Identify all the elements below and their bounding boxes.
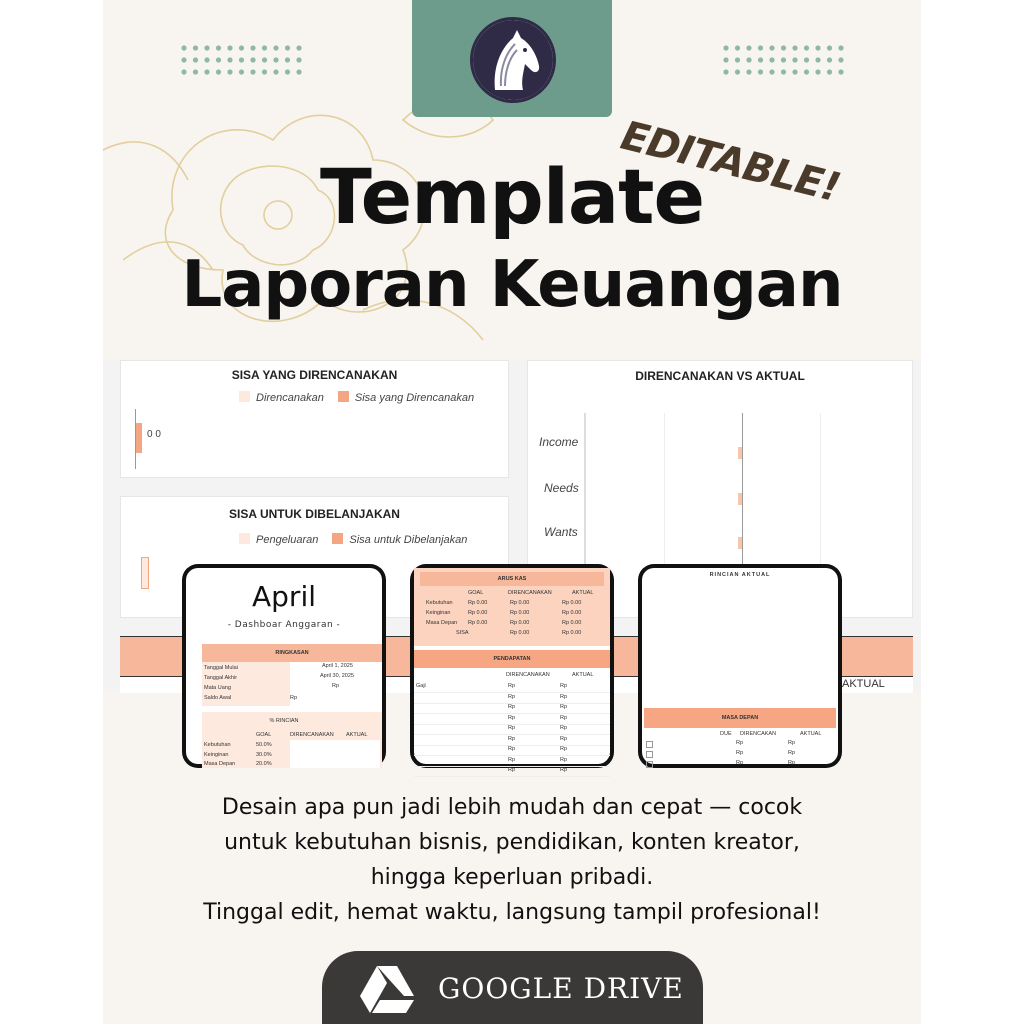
- title-line-1: Template: [319, 152, 705, 241]
- detail-label: Masa Depan: [204, 761, 236, 767]
- horse-head-logo-icon: [470, 17, 556, 103]
- title-line-2: Laporan Keuangan: [181, 248, 843, 322]
- cash-cell: Rp 0.00: [562, 620, 582, 626]
- cashflow-header: ARUS KAS: [420, 572, 604, 586]
- cash-cell: Kebutuhan: [426, 600, 453, 606]
- dashboard-subheading: - Dashboar Anggaran -: [227, 620, 341, 630]
- axis-label: Needs: [544, 481, 579, 495]
- dot-grid-right: [722, 44, 846, 76]
- cash-cell: Rp 0.00: [562, 630, 582, 636]
- income-cell: Rp: [560, 756, 568, 763]
- google-drive-label: GOOGLE DRIVE: [438, 972, 684, 1005]
- income-cell: Rp: [560, 693, 568, 700]
- phone-screen: [414, 568, 610, 773]
- cash-cell: Masa Depan: [426, 620, 458, 626]
- summary-header: RINGKASAN: [202, 644, 382, 662]
- income-cell: Rp: [508, 704, 516, 710]
- axis-label: Wants: [544, 525, 578, 539]
- chart-legend: [239, 391, 474, 404]
- cash-cell: Rp 0.00: [510, 620, 530, 626]
- income-cell: Rp: [560, 683, 568, 689]
- future-cell: Rp: [736, 750, 744, 756]
- income-cell: Rp: [560, 735, 568, 742]
- income-col: AKTUAL: [572, 672, 594, 678]
- income-col: DIRENCANAKAN: [506, 672, 550, 678]
- summary-value: April 30, 2025: [320, 673, 354, 679]
- aktual-label: AKTUAL: [842, 678, 885, 690]
- phone-screen: [186, 568, 382, 767]
- future-cell: Rp: [788, 760, 796, 766]
- phone-cashflow: [410, 564, 614, 773]
- future-cell: Rp: [736, 740, 744, 746]
- summary-label: Tanggal Mulai: [204, 665, 238, 671]
- income-header: PENDAPATAN: [414, 650, 610, 668]
- description-line: hingga keperluan pribadi.: [370, 865, 654, 890]
- income-cell: Rp: [508, 725, 516, 731]
- chart-bar: [141, 557, 149, 589]
- cash-cell: Rp 0.00: [510, 600, 530, 606]
- detail-goal: 20.0%: [256, 761, 272, 767]
- legend-item: Sisa yang Direncanakan: [338, 391, 474, 404]
- description-line: Tinggal edit, hemat waktu, langsung tampil profesional!: [203, 900, 821, 925]
- detail-goal: 50.0%: [256, 742, 272, 748]
- legend-item: Sisa untuk Dibelanjakan: [332, 533, 467, 546]
- card-title: SISA YANG DIRENCANAKAN: [231, 368, 398, 382]
- description-line: Desain apa pun jadi lebih mudah dan cepat — cocok: [221, 795, 803, 820]
- cash-cell: Rp 0.00: [468, 610, 488, 616]
- row-divider: [414, 776, 610, 777]
- future-cell: Rp: [788, 740, 796, 746]
- summary-label: Saldo Awal: [204, 695, 232, 701]
- cash-cell: Rp 0.00: [510, 630, 530, 636]
- income-cell: Rp: [508, 693, 516, 700]
- month-heading: April: [252, 580, 316, 613]
- detail-label: Kebutuhan: [204, 742, 231, 748]
- cash-cell: SISA: [456, 630, 469, 636]
- chart-bar: [738, 537, 742, 549]
- future-col: DIRENCAKAN: [740, 731, 777, 737]
- detail-goal: 30.0%: [256, 752, 272, 758]
- checkbox[interactable]: [646, 761, 653, 768]
- chart-bar: [738, 493, 742, 505]
- summary-value: Rp: [332, 683, 340, 689]
- summary-label: Mata Uang: [204, 685, 231, 691]
- income-cell: Rp: [560, 714, 568, 721]
- checkbox[interactable]: [646, 751, 653, 758]
- future-cell: Rp: [736, 760, 744, 766]
- income-cell: Rp: [508, 746, 516, 752]
- detail-col: AKTUAL: [346, 732, 368, 738]
- detail-label: Keinginan: [204, 752, 229, 758]
- cash-cell: Rp 0.00: [510, 610, 530, 616]
- chart-bar: [738, 447, 742, 459]
- summary-value: Rp: [290, 695, 298, 701]
- income-cell: Rp: [560, 704, 568, 710]
- income-first-row: Gaji: [416, 683, 426, 689]
- detail-cells: [290, 740, 380, 768]
- income-cell: Rp: [508, 683, 516, 689]
- detail-title: % RINCIAN: [269, 718, 299, 724]
- description: [103, 790, 921, 930]
- income-cell: Rp: [560, 725, 568, 731]
- income-cell: Rp: [560, 746, 568, 752]
- income-cell: Rp: [508, 756, 516, 763]
- future-col: DUE: [720, 731, 732, 737]
- cash-col: DIRENCANAKAN: [508, 590, 552, 596]
- rincian-title: RINCIAN AKTUAL: [709, 572, 771, 578]
- income-cell: Rp: [508, 735, 516, 742]
- cash-cell: Rp 0.00: [468, 620, 488, 626]
- cash-cell: Rp 0.00: [468, 600, 488, 606]
- detail-col: DIRENCANAKAN: [290, 732, 334, 738]
- dot-grid-left: [180, 44, 304, 76]
- cash-col: GOAL: [468, 590, 484, 596]
- cash-cell: Keinginan: [426, 610, 451, 616]
- phone-screen: [642, 568, 838, 764]
- future-header: MASA DEPAN: [644, 708, 836, 728]
- chart-legend: [239, 533, 467, 546]
- summary-value: April 1, 2025: [322, 663, 353, 669]
- income-cell: Rp: [508, 767, 516, 773]
- future-col: AKTUAL: [800, 731, 822, 737]
- description-line: untuk kebutuhan bisnis, pendidikan, konten kreator,: [224, 830, 800, 855]
- card-title: DIRENCANAKAN VS AKTUAL: [635, 369, 805, 383]
- data-label: 0 0: [147, 429, 161, 440]
- cash-cell: Rp 0.00: [562, 600, 582, 606]
- legend-item: Direncanakan: [239, 391, 324, 404]
- phone-dashboard: [182, 564, 386, 768]
- cash-col: AKTUAL: [572, 590, 594, 596]
- future-cell: Rp: [788, 750, 796, 756]
- legend-item: Pengeluaran: [239, 533, 318, 546]
- google-drive-icon: [358, 964, 416, 1016]
- phone-rincian-aktual: [638, 564, 842, 768]
- income-cell: Rp: [560, 767, 568, 773]
- summary-label: Tanggal Akhir: [204, 675, 238, 681]
- detail-col: GOAL: [256, 732, 272, 738]
- income-cell: Rp: [508, 714, 516, 721]
- sisa-direncanakan-card: [120, 360, 509, 478]
- checkbox[interactable]: [646, 741, 653, 748]
- chart-bar: [136, 423, 142, 453]
- cash-cell: Rp 0.00: [562, 610, 582, 616]
- axis-label: Income: [539, 435, 579, 449]
- card-title: SISA UNTUK DIBELANJAKAN: [229, 507, 400, 521]
- editable-badge: EDITABLE!: [616, 112, 845, 212]
